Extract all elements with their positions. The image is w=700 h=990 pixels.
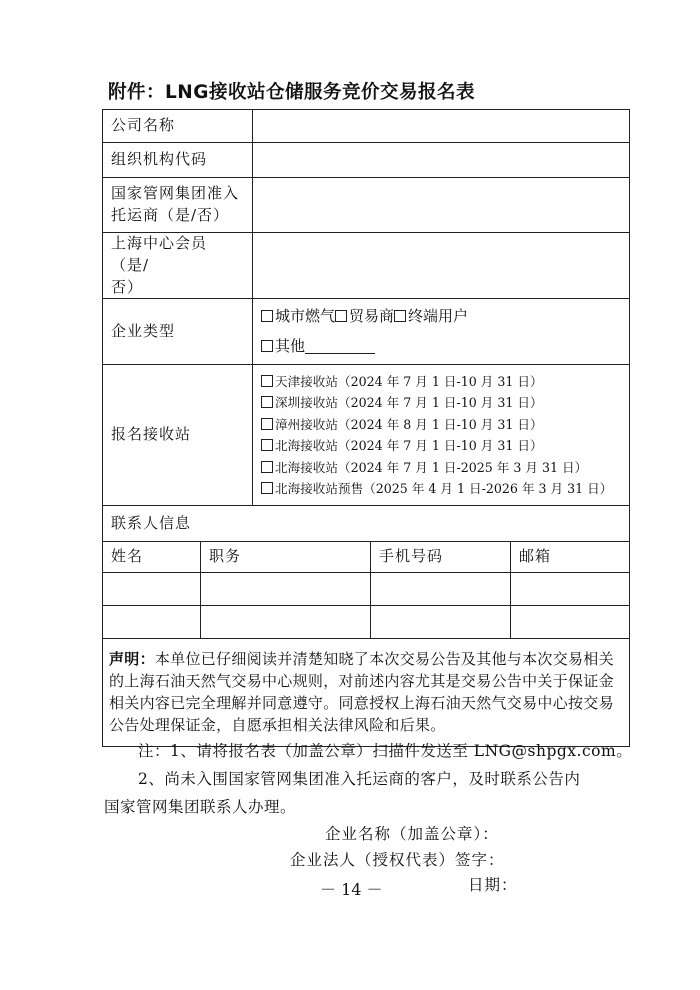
signature-date: 日期： [468,876,518,894]
signature-legal-rep: 企业法人（授权代表）签字： [290,851,505,869]
declaration-cell [103,639,630,747]
other-label: 其他 [275,336,306,355]
note-1: 注：1、请将报名表（加盖公章）扫描件发送至 LNG@shpgx.com。 [138,742,633,760]
row-registered-station [103,365,630,506]
station-label: 北海接收站（2024 年 7 月 1 日-2025 年 3 月 31 日） [275,459,588,475]
station-option [261,457,621,479]
declaration-text: 本单位已仔细阅读并清楚知晓了本次交易公告及其他与本次交易相关的上海石油天然气交易中心规则，对前述内容尤其是交易公告中关于保证金相关内容已完全理解并同意遵守。同意授权上海石油天然气交易中心按交易公告处理保证金，自愿承担相关法律风险和后果。 [109,650,614,734]
member-field[interactable] [253,233,630,299]
city-gas-label: 城市燃气 [275,307,336,325]
row-declaration [103,639,630,747]
station-option [261,392,621,414]
shipper-label [103,178,253,233]
shipper-label-line1: 国家管网集团准入 [111,184,240,203]
registration-form-table [102,109,630,747]
row-shipper [103,178,630,233]
row-contact-columns [103,542,630,573]
station-checkbox[interactable] [261,461,273,473]
station-checkbox[interactable] [261,439,273,451]
station-checkbox[interactable] [261,418,273,430]
station-checkbox[interactable] [261,375,273,387]
station-label: 北海接收站（2024 年 7 月 1 日-10 月 31 日） [275,438,543,454]
enterprise-type-label: 企业类型 [103,299,253,365]
contact-name-cell[interactable] [103,606,201,639]
other-checkbox[interactable] [261,340,273,352]
col-phone-header: 手机号码 [371,542,511,573]
station-option [261,478,621,500]
org-code-field[interactable] [253,143,630,178]
row-enterprise-type [103,299,630,365]
table-row [103,573,630,606]
contact-position-cell[interactable] [201,573,371,606]
table-row [103,606,630,639]
station-label: 深圳接收站（2024 年 7 月 1 日-10 月 31 日） [275,395,543,411]
station-option [261,371,621,393]
end-user-label: 终端用户 [408,307,469,325]
member-label [103,233,253,299]
trader-checkbox[interactable] [335,310,347,322]
registered-station-label: 报名接收站 [103,365,253,506]
signature-company: 企业名称（加盖公章）： [325,825,499,843]
col-name-header: 姓名 [103,542,201,573]
note-2-line1: 2、尚未入围国家管网集团准入托运商的客户，及时联系公告内 [138,770,581,788]
station-options [253,365,630,506]
station-checkbox[interactable] [261,482,273,494]
trader-label: 贸易商 [349,307,395,325]
company-name-label: 公司名称 [103,110,253,143]
contact-phone-cell[interactable] [371,573,511,606]
station-label: 北海接收站预售（2025 年 4 月 1 日-2026 年 3 月 31 日） [275,481,613,497]
city-gas-checkbox[interactable] [261,310,273,322]
end-user-checkbox[interactable] [394,310,406,322]
row-contact-header [103,506,630,542]
note-2-line2: 国家管网集团联系人办理。 [104,798,297,816]
contact-name-cell[interactable] [103,573,201,606]
contact-phone-cell[interactable] [371,606,511,639]
form-title: 附件：LNG接收站仓储服务竞价交易报名表 [108,82,475,103]
station-label: 天津接收站（2024 年 7 月 1 日-10 月 31 日） [275,373,543,389]
station-option [261,435,621,457]
org-code-label: 组织机构代码 [103,143,253,178]
station-option [261,414,621,436]
col-position-header: 职务 [201,542,371,573]
company-name-field[interactable] [253,110,630,143]
member-label-line1: 上海中心会员（是/ [111,234,208,274]
shipper-label-line2: 托运商（是/否） [111,206,230,224]
col-email-header: 邮箱 [511,542,630,573]
contact-info-header: 联系人信息 [103,506,630,542]
station-checkbox[interactable] [261,396,273,408]
member-label-line2: 否） [111,277,144,296]
row-company-name [103,110,630,143]
enterprise-type-options [253,299,630,365]
contact-email-cell[interactable] [511,606,630,639]
contact-position-cell[interactable] [201,606,371,639]
other-blank-line[interactable] [305,339,375,354]
row-member [103,233,630,299]
row-org-code [103,143,630,178]
contact-email-cell[interactable] [511,573,630,606]
shipper-field[interactable] [253,178,630,233]
page-number: － 14 － [320,880,383,899]
station-label: 漳州接收站（2024 年 8 月 1 日-10 月 31 日） [275,416,543,432]
declaration-label: 声明： [109,650,155,669]
